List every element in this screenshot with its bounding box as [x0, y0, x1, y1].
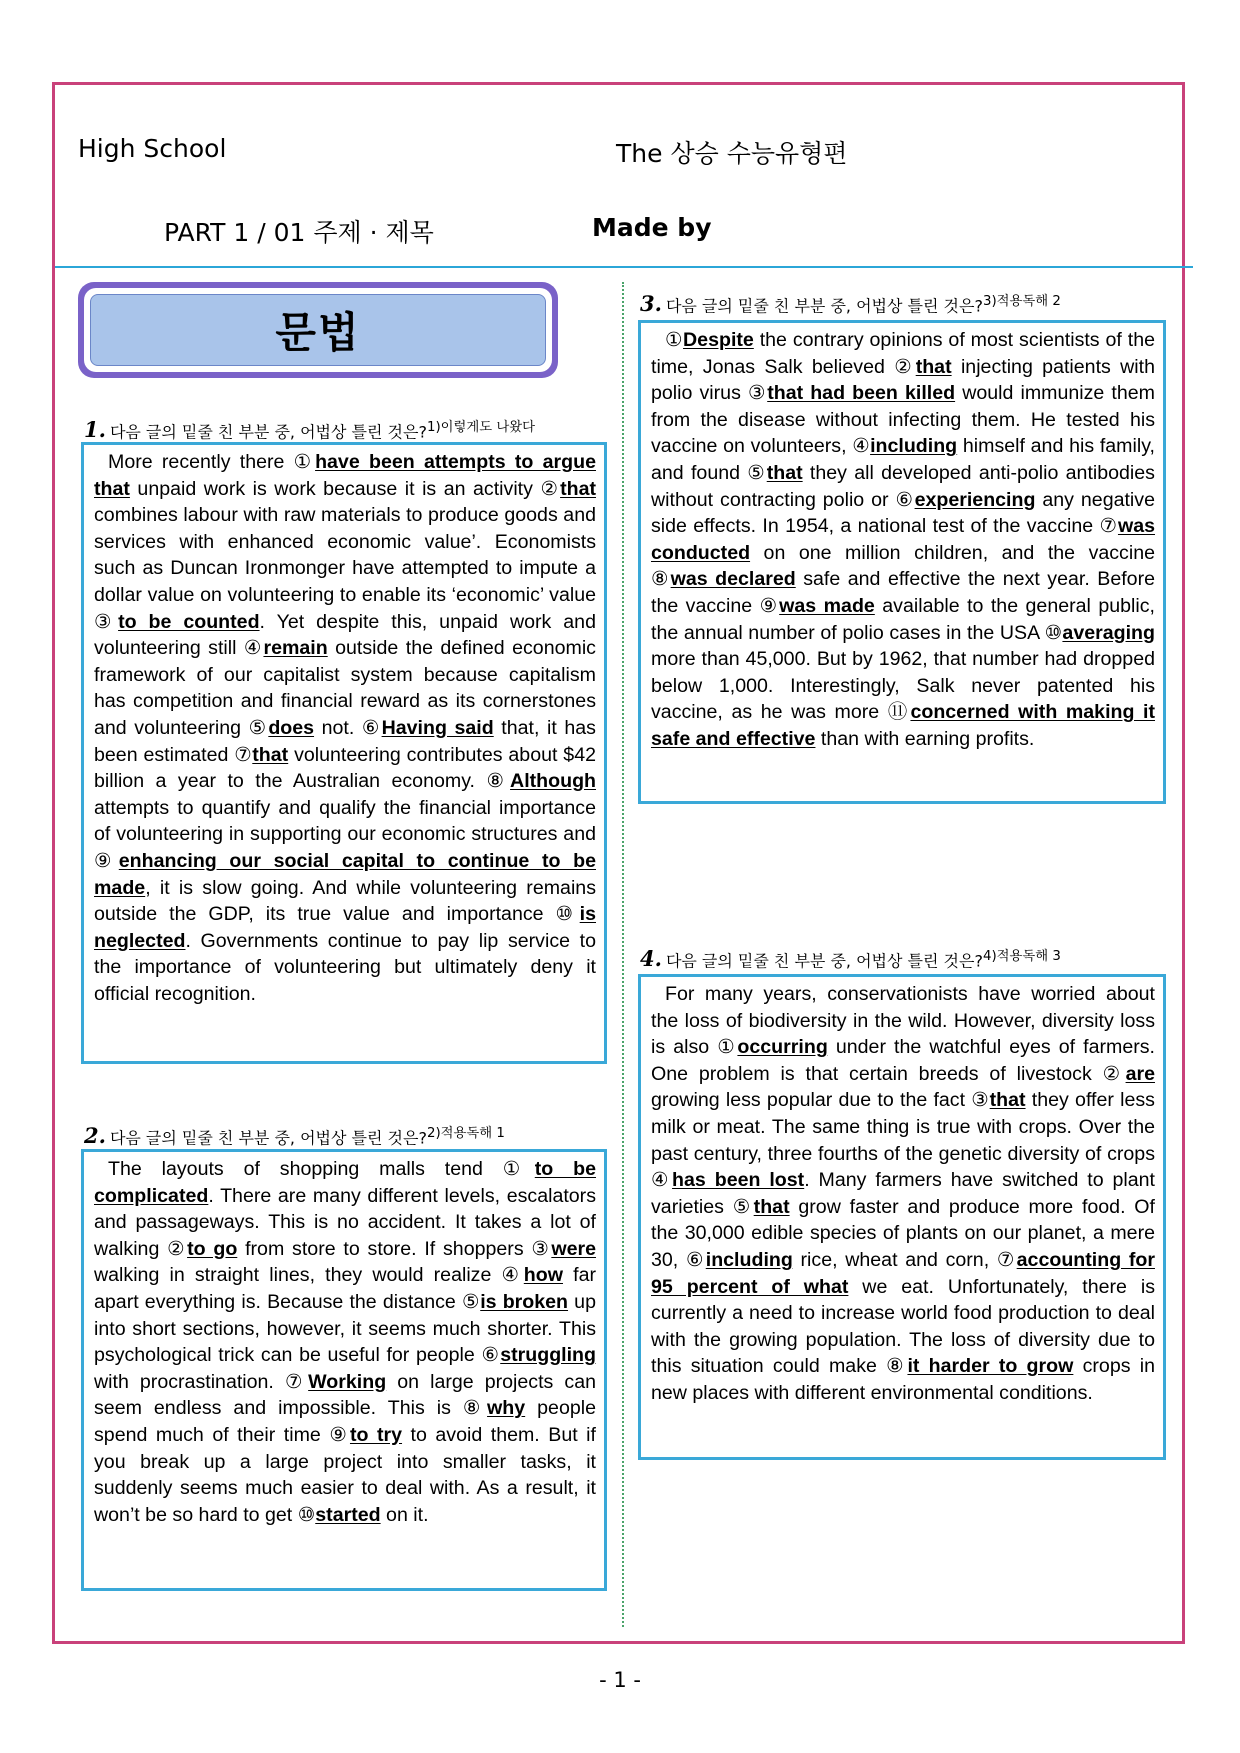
- passage-segment: growing less popular due to the fact: [651, 1089, 972, 1112]
- underlined-phrase: that: [753, 1195, 790, 1218]
- underlined-phrase: Although: [510, 770, 597, 793]
- passage-segment: ⑦: [996, 1248, 1017, 1271]
- header-book-title: The 상승 수능유형편: [616, 139, 848, 168]
- question-2-title: [84, 1122, 505, 1148]
- underlined-phrase: enhancing our social capital to continue to be made: [94, 849, 596, 899]
- passage-segment: from store to store. If shoppers: [237, 1237, 532, 1260]
- underlined-phrase: remain: [263, 637, 328, 660]
- passage-segment: not.: [314, 716, 362, 739]
- passage-segment: on one million children, and the vaccine: [750, 541, 1155, 564]
- page-number: - 1 -: [599, 1668, 641, 1692]
- question-prompt: 다음 글의 밑줄 친 부분 중, 어법상 틀린 것은?: [665, 951, 983, 971]
- passage-segment: any negative side effects. In 1954, a national test of the vaccine: [651, 488, 1155, 538]
- passage-segment: For many years, conservationists have worried about the loss of biodiversity in the wild. However, diversity loss is also: [651, 983, 1155, 1059]
- question-source: 4)적용독해 3: [982, 949, 1061, 964]
- passage-segment: ①: [502, 1158, 535, 1180]
- underlined-phrase: Having said: [381, 716, 494, 739]
- question-1-title: [84, 416, 535, 442]
- passage-segment: ③: [971, 1089, 990, 1112]
- passage-segment: they offer less milk or meat. The same thing is true with crops. Over the past century, three fourths of the genetic diversity of crops: [651, 1089, 1155, 1165]
- question-number: 4.: [640, 946, 662, 972]
- passage-segment: rice, wheat and corn,: [792, 1248, 997, 1271]
- passage-segment: ③: [94, 610, 119, 633]
- column-divider: [622, 282, 624, 1627]
- question-prompt: 다음 글의 밑줄 친 부분 중, 어법상 틀린 것은?: [109, 422, 427, 442]
- passage-text: [94, 449, 596, 1007]
- passage-segment: . There are many different levels, escalators and passageways. This is no accident. It takes a lot of walking: [94, 1184, 596, 1260]
- passage-segment: ⑧: [651, 568, 671, 591]
- question-4-title: [640, 945, 1061, 971]
- passage-segment: walking in straight lines, they would realize: [94, 1264, 502, 1287]
- question-4-passage: [638, 974, 1166, 1460]
- header-divider: [55, 266, 1193, 268]
- underlined-phrase: to try: [349, 1423, 403, 1446]
- question-source: 2)적용독해 1: [426, 1126, 505, 1141]
- underlined-phrase: that had been killed: [767, 382, 956, 405]
- passage-segment: volunteering contributes about $42 billion a year to the Australian economy.: [94, 743, 596, 793]
- passage-segment: would immunize them from the disease without infecting them. He tested his vaccine on volunteers,: [651, 382, 1155, 458]
- passage-segment: ⑪: [887, 701, 911, 724]
- passage-segment: ①: [717, 1036, 738, 1059]
- underlined-phrase: to be counted: [118, 610, 260, 633]
- passage-segment: grow faster and produce more food. Of the 30,000 edible species of plants on our planet, a mere 30,: [651, 1195, 1155, 1271]
- underlined-phrase: was conducted: [651, 515, 1155, 564]
- section-badge: [78, 282, 558, 378]
- underlined-phrase: experiencing: [914, 488, 1036, 511]
- passage-segment: crops in new places with different environmental conditions.: [651, 1355, 1155, 1404]
- underlined-phrase: how: [523, 1264, 563, 1287]
- underlined-phrase: occurring: [737, 1036, 828, 1059]
- passage-segment: ⑦: [234, 743, 253, 766]
- question-1-passage: [81, 442, 607, 1064]
- underlined-phrase: are: [1125, 1062, 1155, 1085]
- passage-segment: ⑩: [297, 1503, 316, 1526]
- section-badge-label: 문법: [90, 294, 546, 366]
- underlined-phrase: have been attempts to argue that: [94, 451, 596, 500]
- underlined-phrase: why: [487, 1397, 526, 1420]
- passage-text: [651, 327, 1155, 753]
- passage-segment: people spend much of their time: [94, 1397, 596, 1446]
- passage-segment: with procrastination.: [94, 1370, 285, 1393]
- passage-segment: safe and effective the next year. Before the vaccine: [651, 568, 1155, 617]
- passage-segment: ①: [665, 329, 684, 351]
- passage-segment: outside the defined economic framework of our capitalist system because capitalism has competition and financial reward as its cornerstones and volunteering: [94, 637, 596, 739]
- underlined-phrase: averaging: [1062, 621, 1155, 644]
- underlined-phrase: that: [560, 477, 596, 500]
- question-prompt: 다음 글의 밑줄 친 부분 중, 어법상 틀린 것은?: [109, 1128, 427, 1148]
- passage-segment: the contrary opinions of most scientists of the time, Jonas Salk believed: [651, 329, 1155, 378]
- question-3-passage: [638, 320, 1166, 804]
- passage-segment: injecting patients with polio virus: [651, 355, 1155, 405]
- underlined-phrase: it harder to grow: [907, 1355, 1074, 1378]
- passage-segment: far apart everything is. Because the distance: [94, 1264, 596, 1313]
- underlined-phrase: that: [989, 1089, 1026, 1112]
- passage-segment: they all developed anti-polio antibodies without contracting polio or: [651, 461, 1155, 511]
- underlined-phrase: concerned with making it safe and effective: [651, 701, 1156, 750]
- question-3-title: [640, 290, 1061, 316]
- underlined-phrase: struggling: [500, 1344, 596, 1367]
- underlined-phrase: that: [915, 355, 952, 378]
- passage-segment: unpaid work is work because it is an activity: [129, 477, 541, 500]
- passage-segment: . Many farmers have switched to plant varieties: [651, 1169, 1155, 1218]
- passage-segment: ④: [501, 1264, 524, 1287]
- passage-text: [651, 981, 1155, 1407]
- passage-segment: combines labour with raw materials to produce goods and services with enhanced economic value’. Economists such as Duncan Ironmonger have attempted to impute a dollar value on volunteering to enable its ‘economic’ value: [94, 504, 596, 606]
- passage-segment: ④: [651, 1169, 673, 1192]
- passage-segment: More recently there: [108, 451, 294, 473]
- underlined-phrase: is neglected: [94, 903, 596, 952]
- question-2-passage: [81, 1149, 607, 1591]
- passage-segment: , it is slow going. And while volunteering remains outside the GDP, its true value and importance: [94, 876, 596, 926]
- underlined-phrase: does: [268, 716, 315, 739]
- underlined-phrase: Despite: [683, 329, 754, 351]
- passage-segment: ⑦: [1099, 515, 1118, 538]
- passage-segment: ②: [167, 1237, 188, 1260]
- passage-segment: ③: [747, 382, 768, 405]
- question-prompt: 다음 글의 밑줄 친 부분 중, 어법상 틀린 것은?: [665, 296, 983, 316]
- passage-segment: ⑦: [284, 1370, 309, 1393]
- underlined-phrase: started: [315, 1503, 381, 1526]
- passage-segment: ⑤: [747, 461, 767, 484]
- passage-text: [94, 1156, 596, 1528]
- question-source: 3)적용독해 2: [982, 294, 1061, 309]
- section-badge-frame: [84, 288, 552, 372]
- question-number: 1.: [84, 417, 106, 443]
- underlined-phrase: that: [252, 743, 289, 766]
- passage-segment: ⑤: [461, 1290, 481, 1313]
- passage-segment: ⑥: [895, 488, 915, 511]
- passage-segment: ⑨: [329, 1423, 350, 1446]
- passage-segment: ⑤: [732, 1195, 754, 1218]
- passage-segment: ⑧: [486, 770, 511, 793]
- underlined-phrase: Working: [308, 1370, 387, 1393]
- underlined-phrase: that: [766, 461, 803, 484]
- passage-segment: under the watchful eyes of farmers. One problem is that certain breeds of livestock: [651, 1036, 1155, 1085]
- passage-segment: ⑨: [759, 594, 780, 617]
- underlined-phrase: including: [870, 435, 958, 458]
- passage-segment: ⑥: [361, 716, 382, 739]
- passage-segment: ④: [852, 435, 871, 458]
- passage-segment: ⑥: [481, 1344, 501, 1367]
- passage-segment: . Governments continue to pay lip service to the importance of volunteering but ultimately deny it official recognition.: [94, 929, 596, 1005]
- passage-segment: attempts to quantify and qualify the financial importance of volunteering in supporting our economic structures and: [94, 796, 596, 846]
- passage-segment: ②: [540, 477, 561, 500]
- passage-segment: . Yet despite this, unpaid work and volunteering still: [94, 610, 596, 660]
- passage-segment: ①: [293, 451, 316, 473]
- passage-segment: ⑩: [555, 903, 580, 926]
- passage-segment: than with earning profits.: [815, 727, 1035, 750]
- question-number: 3.: [640, 291, 662, 317]
- passage-segment: that, it has been estimated: [94, 716, 596, 766]
- passage-segment: on large projects can seem endless and impossible. This is: [94, 1370, 596, 1420]
- passage-segment: on it.: [380, 1503, 429, 1526]
- passage-segment: ⑤: [248, 716, 269, 739]
- header-part: PART 1 / 01 주제 · 제목: [164, 218, 434, 247]
- underlined-phrase: including: [705, 1248, 793, 1271]
- header-school: High School: [78, 134, 227, 163]
- question-source: 1)이렇게도 나왔다: [426, 420, 536, 435]
- passage-segment: available to the general public, the annual number of polio cases in the USA: [651, 594, 1155, 644]
- underlined-phrase: to go: [187, 1237, 238, 1260]
- passage-segment: ②: [894, 355, 916, 378]
- passage-segment: ⑨: [94, 849, 119, 872]
- passage-segment: ⑥: [685, 1248, 706, 1271]
- underlined-phrase: to be complicated: [94, 1158, 596, 1207]
- passage-segment: ⑧: [462, 1397, 488, 1420]
- passage-segment: ⑩: [1044, 621, 1063, 644]
- underlined-phrase: is broken: [480, 1290, 569, 1313]
- passage-segment: ④: [243, 637, 264, 660]
- passage-segment: ②: [1102, 1062, 1126, 1085]
- passage-segment: himself and his family, and found: [651, 435, 1155, 484]
- underlined-phrase: was made: [779, 594, 875, 617]
- passage-segment: ③: [531, 1237, 552, 1260]
- passage-segment: to avoid them. But if you break up a large project into smaller tasks, it suddenly seems much easier to deal with. As a result, it won’t be so hard to get: [94, 1423, 596, 1526]
- underlined-phrase: was declared: [670, 568, 796, 591]
- passage-segment: more than 45,000. But by 1962, that number had dropped below 1,000. Interestingly, Salk never patented his vaccine, as he was more: [651, 648, 1155, 724]
- underlined-phrase: accounting for 95 percent of what: [651, 1248, 1155, 1298]
- underlined-phrase: has been lost: [672, 1169, 805, 1192]
- header-made-by: Made by: [592, 213, 712, 242]
- passage-segment: we eat. Unfortunately, there is currently a need to increase world food production to deal with the growing population. The loss of diversity due to this situation could make: [651, 1275, 1155, 1378]
- question-number: 2.: [84, 1123, 106, 1149]
- passage-segment: ⑧: [886, 1355, 908, 1378]
- passage-segment: The layouts of shopping malls tend: [108, 1158, 503, 1180]
- passage-segment: up into short sections, however, it seems much shorter. This psychological trick can be useful for people: [94, 1290, 596, 1367]
- underlined-phrase: were: [551, 1237, 596, 1260]
